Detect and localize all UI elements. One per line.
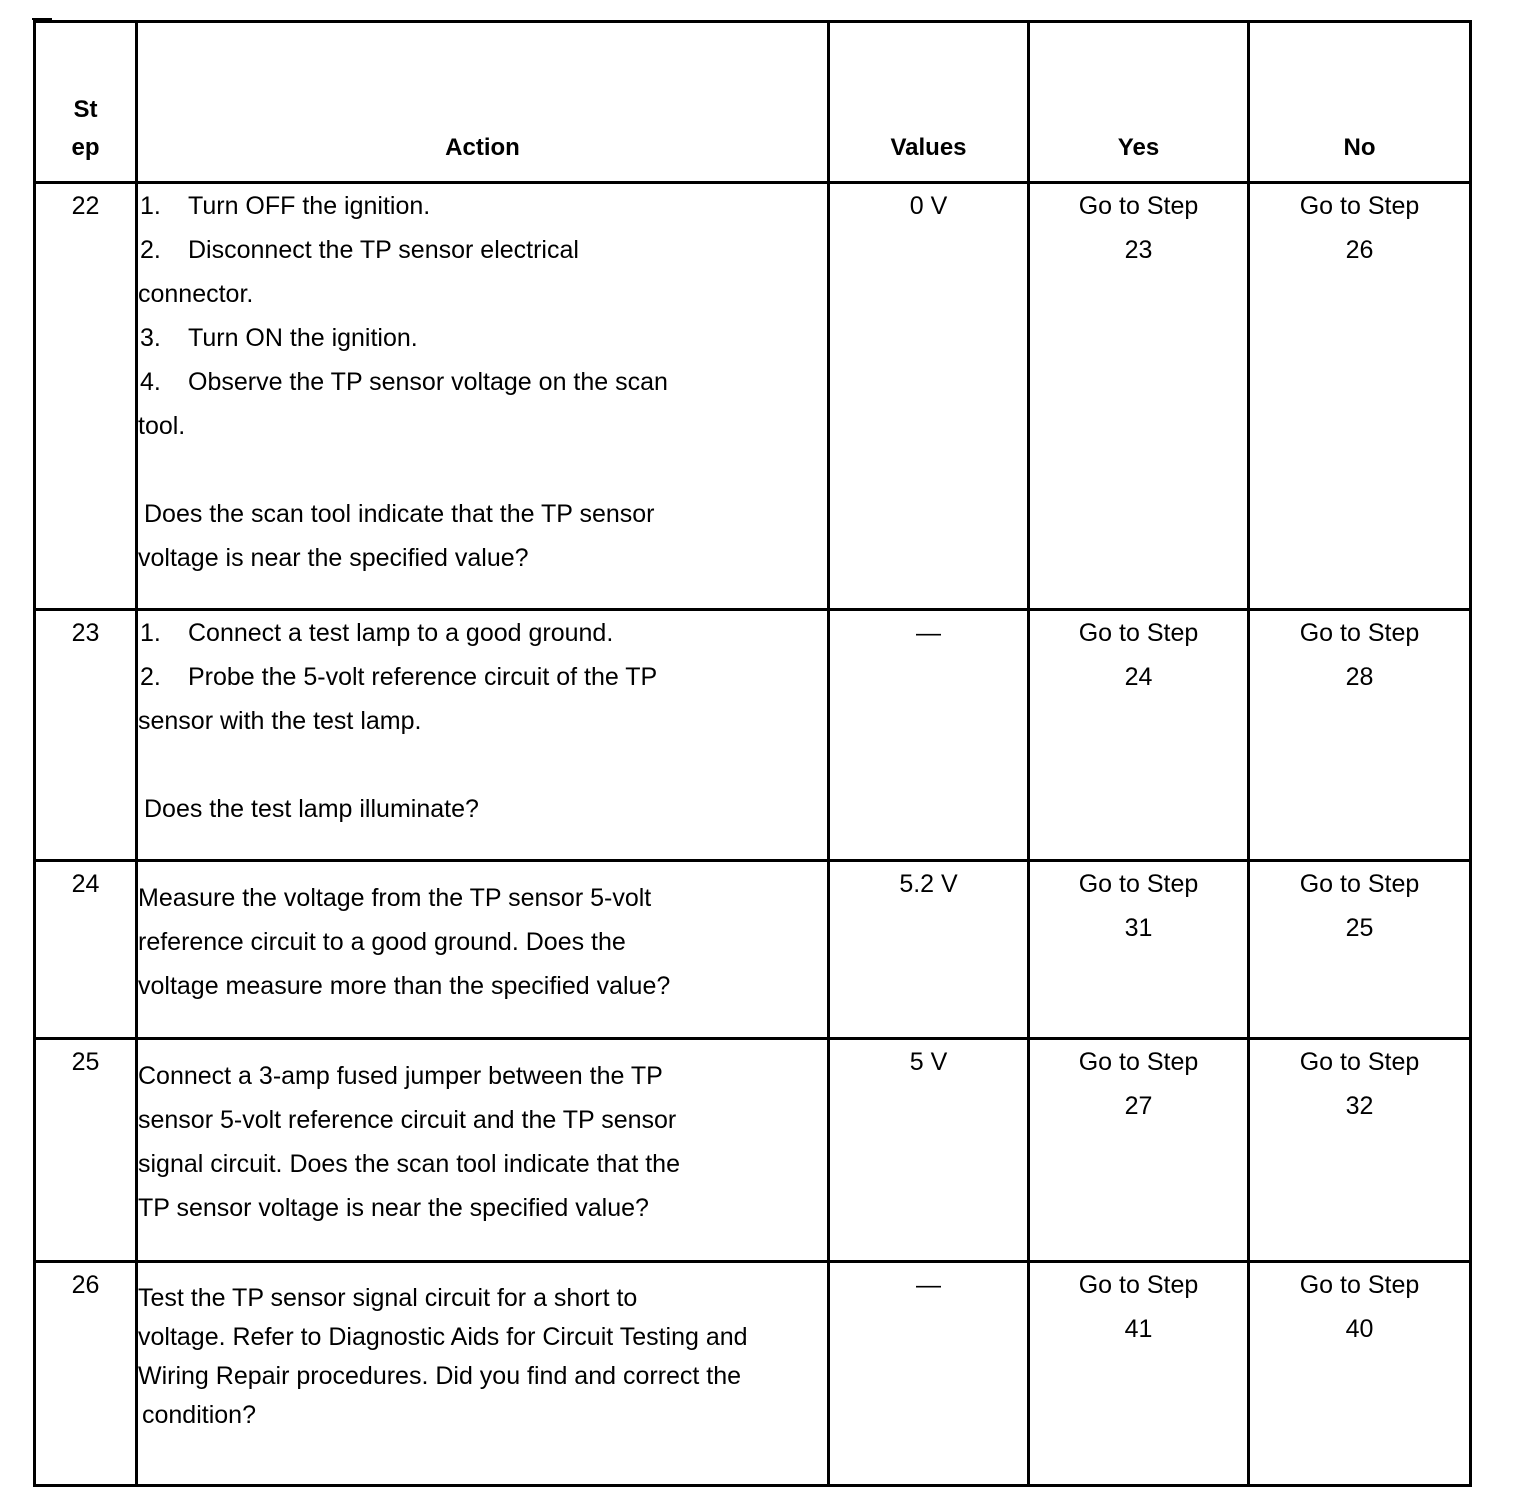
value-cell: —	[829, 610, 1029, 861]
yes-goto-label: Go to Step	[1078, 1271, 1199, 1299]
action-item: 1. Connect a test lamp to a good ground.	[140, 619, 614, 647]
action-item: 2. Probe the 5-volt reference circuit of the TP	[140, 663, 658, 691]
no-goto-step: 25	[1345, 914, 1374, 942]
action-cell	[137, 1262, 829, 1486]
action-line: Connect a 3-amp fused jumper between the TP	[138, 1062, 663, 1090]
value-cell: —	[829, 1262, 1029, 1486]
yes-goto-step: 41	[1124, 1315, 1153, 1343]
diagnostic-table	[33, 20, 1472, 1487]
action-item: 4. Observe the TP sensor voltage on the scan	[140, 368, 668, 396]
no-goto-label: Go to Step	[1299, 619, 1420, 647]
action-cell	[137, 1039, 829, 1262]
table-row	[35, 610, 1471, 861]
action-line: signal circuit. Does the scan tool indicate that the	[138, 1150, 680, 1178]
yes-goto-label: Go to Step	[1078, 1048, 1199, 1076]
action-item-continued: sensor with the test lamp.	[138, 707, 422, 735]
table-row	[35, 861, 1471, 1039]
table-row	[35, 183, 1471, 610]
table-header-row	[35, 22, 1471, 183]
action-item: 2. Disconnect the TP sensor electrical	[140, 236, 579, 264]
action-line: voltage measure more than the specified value?	[138, 972, 671, 1000]
yes-cell	[1029, 610, 1249, 861]
yes-column-header: Yes	[1029, 22, 1249, 183]
yes-cell	[1029, 1262, 1249, 1486]
no-cell	[1249, 610, 1471, 861]
value-cell: 0 V	[829, 183, 1029, 610]
action-line: Measure the voltage from the TP sensor 5-volt	[138, 884, 652, 912]
step-number: 24	[35, 861, 137, 1039]
yes-goto-label: Go to Step	[1078, 870, 1199, 898]
action-item-continued: tool.	[138, 412, 186, 440]
no-goto-label: Go to Step	[1299, 870, 1420, 898]
values-column-header: Values	[829, 22, 1029, 183]
yes-goto-step: 24	[1124, 663, 1153, 691]
action-question: Does the scan tool indicate that the TP sensor	[144, 500, 655, 528]
action-cell	[137, 861, 829, 1039]
yes-goto-label: Go to Step	[1078, 192, 1199, 220]
value-cell: 5 V	[829, 1039, 1029, 1262]
no-goto-step: 32	[1345, 1092, 1374, 1120]
no-goto-step: 40	[1345, 1315, 1374, 1343]
no-cell	[1249, 183, 1471, 610]
table-row	[35, 1262, 1471, 1486]
action-item: 1. Turn OFF the ignition.	[140, 192, 431, 220]
yes-goto-step: 23	[1124, 236, 1153, 264]
action-line: TP sensor voltage is near the specified value?	[138, 1194, 649, 1222]
yes-goto-label: Go to Step	[1078, 619, 1199, 647]
action-line: sensor 5-volt reference circuit and the TP sensor	[138, 1106, 677, 1134]
action-cell	[137, 183, 829, 610]
no-column-header: No	[1249, 22, 1471, 183]
yes-goto-step: 27	[1124, 1092, 1153, 1120]
action-line: condition?	[142, 1401, 256, 1429]
table-row	[35, 1039, 1471, 1262]
step-number: 23	[35, 610, 137, 861]
no-cell	[1249, 1039, 1471, 1262]
yes-cell	[1029, 183, 1249, 610]
no-cell	[1249, 861, 1471, 1039]
no-goto-label: Go to Step	[1299, 1048, 1420, 1076]
action-item-continued: connector.	[138, 280, 254, 308]
no-goto-label: Go to Step	[1299, 192, 1420, 220]
action-question: Does the test lamp illuminate?	[144, 795, 479, 823]
action-item: 3. Turn ON the ignition.	[140, 324, 418, 352]
step-column-header	[35, 22, 137, 183]
action-cell	[137, 610, 829, 861]
value-cell: 5.2 V	[829, 861, 1029, 1039]
action-line: voltage. Refer to Diagnostic Aids for Circuit Testing and	[138, 1323, 748, 1351]
no-cell	[1249, 1262, 1471, 1486]
action-column-header: Action	[137, 22, 829, 183]
step-number: 26	[35, 1262, 137, 1486]
no-goto-step: 26	[1345, 236, 1374, 264]
step-number: 25	[35, 1039, 137, 1262]
yes-cell	[1029, 1039, 1249, 1262]
action-line: Test the TP sensor signal circuit for a short to	[138, 1284, 638, 1312]
yes-goto-step: 31	[1124, 914, 1153, 942]
action-question-continued: voltage is near the specified value?	[138, 544, 529, 572]
action-line: Wiring Repair procedures. Did you find and correct the	[138, 1362, 742, 1390]
step-header-line2: ep	[71, 134, 100, 161]
yes-cell	[1029, 861, 1249, 1039]
action-line: reference circuit to a good ground. Does the	[138, 928, 626, 956]
step-header-line1: St	[73, 96, 98, 123]
step-number: 22	[35, 183, 137, 610]
no-goto-step: 28	[1345, 663, 1374, 691]
no-goto-label: Go to Step	[1299, 1271, 1420, 1299]
